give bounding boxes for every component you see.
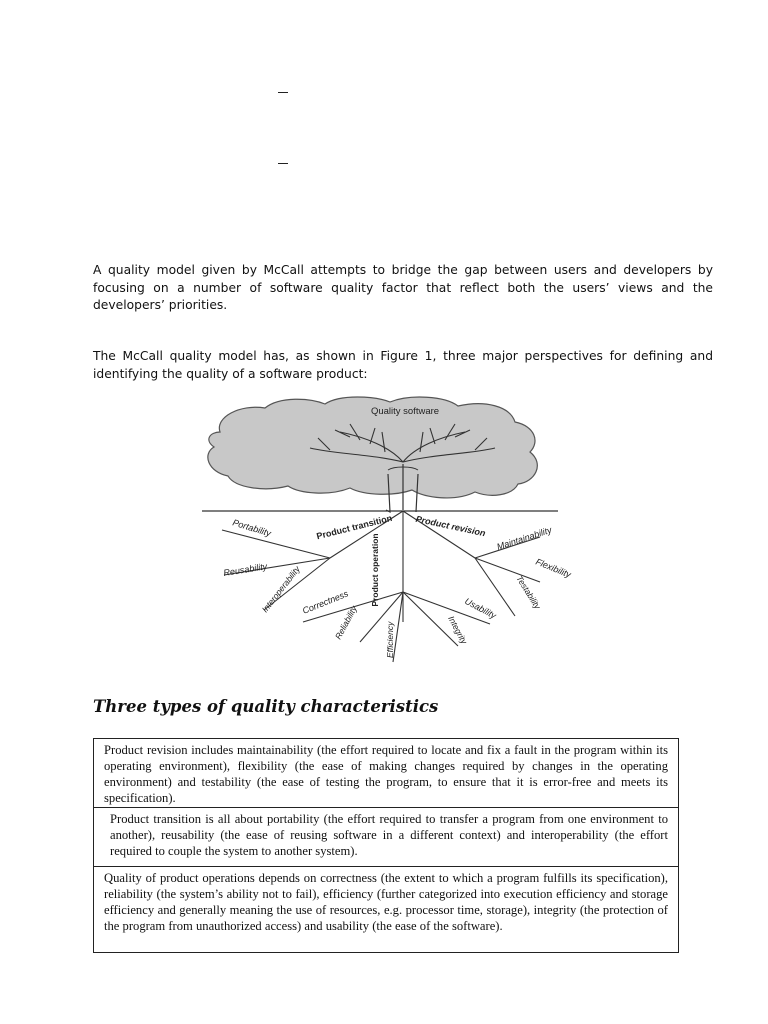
dash-mark-bottom	[278, 163, 288, 164]
factor-testability: Testability	[514, 573, 543, 611]
factor-portability: Portability	[231, 517, 273, 539]
root-product-revision: Product revision	[414, 513, 487, 539]
factor-integrity: Integrity	[446, 614, 470, 646]
factor-reliability: Reliability	[332, 604, 359, 641]
mccall-tree-figure	[200, 392, 573, 664]
factor-efficiency: Efficiency	[385, 621, 395, 658]
product-revision-box: Product revision includes maintainability (the effort required to locate and fix a fault in the program within its operating environment), flexibility (the ease of making changes required by changes in the operating environment) and testability (the ease of testing the program, to ensure that it is error-free and meets its specification).	[93, 738, 679, 808]
factor-maintainability: Maintainability	[495, 524, 553, 552]
intro-paragraph-1: A quality model given by McCall attempts to bridge the gap between users and developers by focusing on a number of software quality factor that reflect both the users’ views and the developers’ priorities.	[93, 263, 713, 312]
dash-mark-top	[278, 92, 288, 93]
factor-interoperability: Interoperability	[259, 564, 302, 615]
intro-paragraph-2: The McCall quality model has, as shown in Figure 1, three major perspectives for defining and identifying the quality of a software product:	[93, 349, 713, 381]
root-product-operation: Product operation	[370, 533, 380, 607]
factor-usability: Usability	[463, 595, 498, 621]
product-transition-box: Product transition is all about portability (the effort required to transfer a program from one environment to another), reusability (the ease of reusing software in a different context) and interoperability (the effort required to couple the system to another system).	[93, 807, 679, 867]
root-product-transition: Product transition	[315, 512, 394, 542]
factor-flexibility: Flexibility	[534, 556, 573, 580]
section-heading: Three types of quality characteristics	[93, 697, 439, 716]
factor-reusability: Reusability	[222, 561, 268, 578]
crown-label: Quality software	[370, 406, 440, 417]
product-operation-box: Quality of product operations depends on correctness (the extent to which a program fulfills its specification), reliability (the system’s ability not to fail), efficiency (further categorized into execution efficiency and storage efficiency and generally meaning the use of resources, e.g. processor time, storage), integrity (the protection of the program from unauthorized access) and usability (the ease of the software).	[93, 866, 679, 953]
factor-correctness: Correctness	[301, 588, 350, 616]
